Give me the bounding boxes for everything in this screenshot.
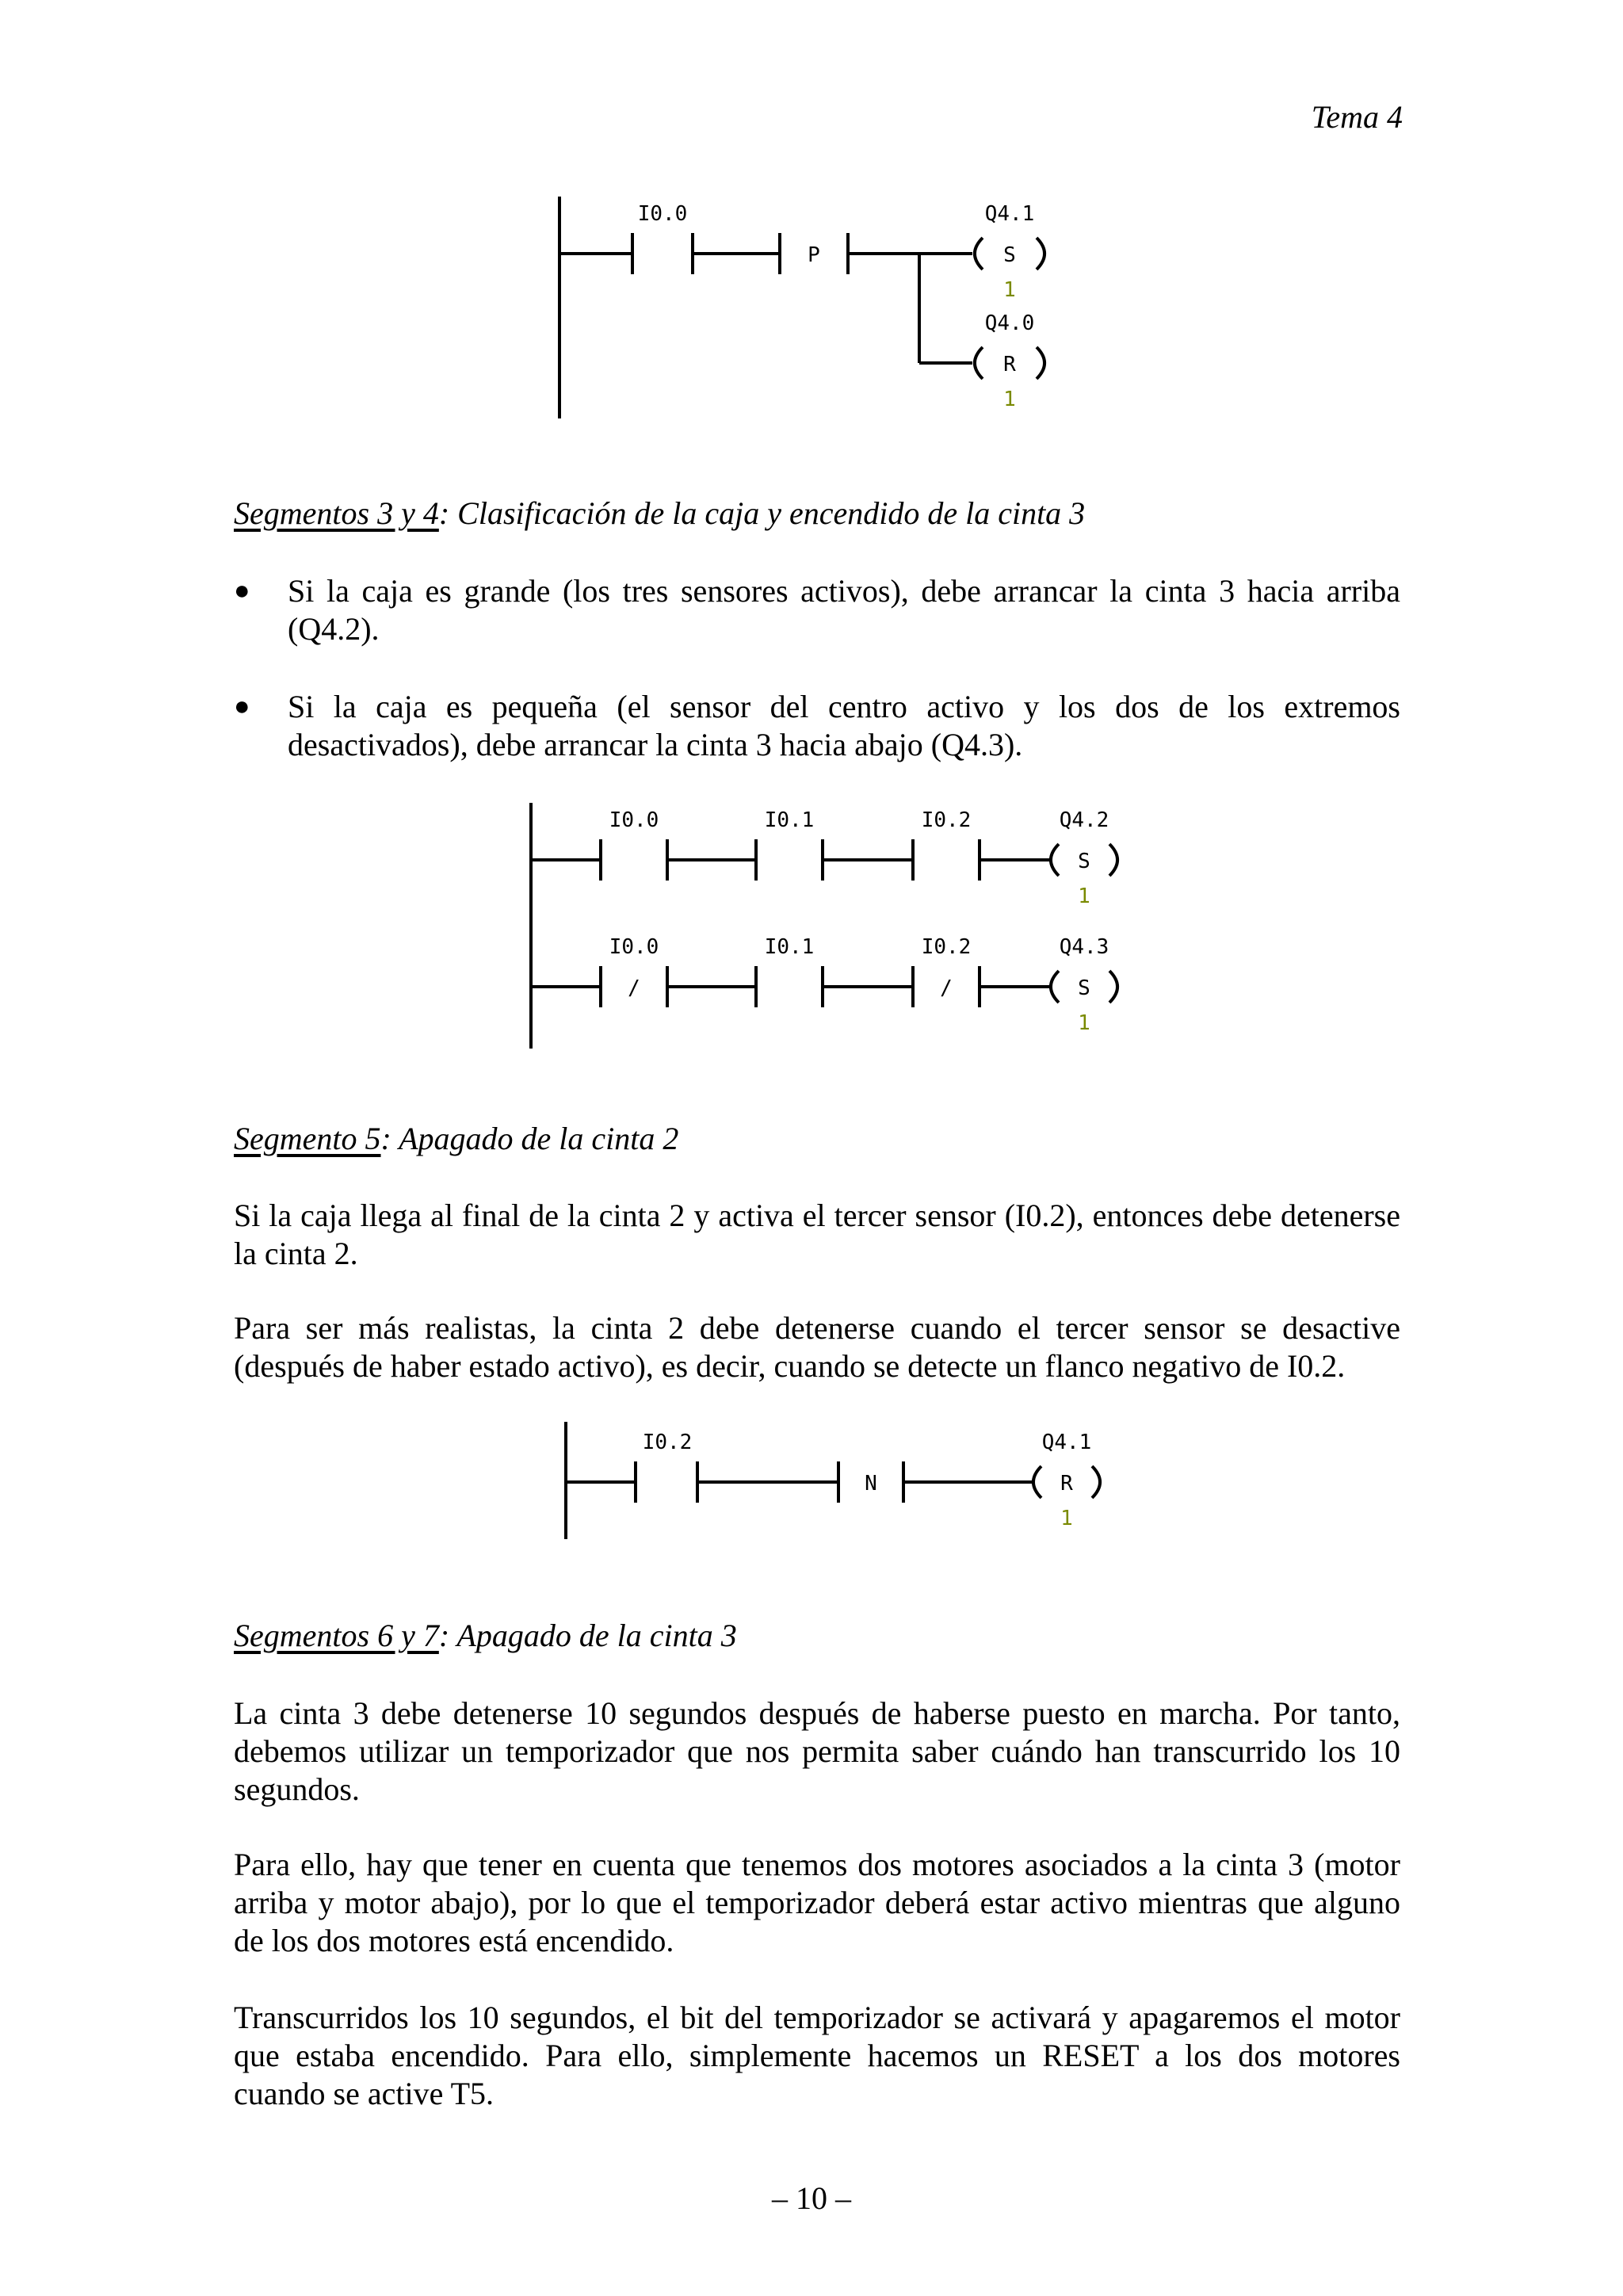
bullet-text: Si la caja es grande (los tres sensores activos), debe arrancar la cinta 3 hacia arriba (Q4.2). (288, 573, 1400, 647)
coil-value-label: 1 (1078, 884, 1090, 908)
section-heading-rest: : Clasificación de la caja y encendido de la cinta 3 (438, 495, 1086, 531)
bullet-item (234, 572, 1400, 648)
coil-type-label: R (1003, 353, 1016, 376)
contact-address-label: I0.1 (764, 935, 815, 959)
ladder-diagram-segment-5 (553, 1417, 1140, 1544)
coil-address-label: Q4.3 (1059, 935, 1109, 959)
paragraph: Transcurridos los 10 segundos, el bit del temporizador se activará y apagaremos el motor que estaba encendido. Para ello, simplemente hacemos un RESET a los dos motores cuando se active T5. (234, 2000, 1400, 2111)
contact-address-label: I0.0 (637, 202, 688, 226)
ladder-diagram-segments-3-4 (515, 797, 1149, 1058)
contact-address-label: I0.2 (642, 1431, 693, 1454)
paragraph: Para ser más realistas, la cinta 2 debe detenerse cuando el tercer sensor se desactive (después de haber estado activo), es decir, cuando se detecte un flanco negativo de I0.2. (234, 1310, 1400, 1384)
coil-address-label: Q4.1 (1041, 1431, 1092, 1454)
section-heading-underlined: Segmentos 3 y 4 (234, 495, 439, 531)
negative-edge-label: N (865, 1472, 877, 1496)
ladder-diagram-segment-2 (547, 189, 1086, 426)
contact-address-label: I0.2 (921, 935, 972, 959)
coil-type-label: R (1060, 1472, 1073, 1496)
section-heading (234, 1617, 737, 1654)
section-heading-rest: : Apagado de la cinta 3 (438, 1618, 737, 1653)
paragraph: Si la caja llega al final de la cinta 2 y activa el tercer sensor (I0.2), entonces debe detenerse la cinta 2. (234, 1198, 1400, 1271)
contact-address-label: I0.0 (609, 808, 659, 832)
coil-value-label: 1 (1078, 1011, 1090, 1035)
negated-contact-mark: / (940, 976, 953, 1000)
coil-type-label: S (1078, 850, 1090, 873)
section-heading-underlined: Segmentos 6 y 7 (234, 1618, 439, 1653)
coil-type-label: S (1003, 243, 1016, 267)
paragraph: Para ello, hay que tener en cuenta que tenemos dos motores asociados a la cinta 3 (motor arriba y motor abajo), por lo que el temporizador deberá estar activo mientras que alguno de los dos motores está encendido. (234, 1847, 1400, 1958)
page-header-topic: Tema 4 (1311, 99, 1403, 135)
contact-address-label: I0.1 (764, 808, 815, 832)
coil-address-label: Q4.2 (1059, 808, 1109, 832)
bullet-icon: ● (234, 576, 250, 606)
coil-value-label: 1 (1003, 278, 1016, 302)
section-heading (234, 495, 1085, 532)
coil-address-label: Q4.1 (984, 202, 1035, 226)
section-heading-rest: : Apagado de la cinta 2 (380, 1121, 679, 1156)
coil-address-label: Q4.0 (984, 311, 1035, 335)
coil-value-label: 1 (1003, 388, 1016, 411)
positive-edge-label: P (808, 243, 820, 267)
bullet-item (234, 688, 1400, 764)
section-heading-underlined: Segmento 5 (234, 1121, 381, 1156)
section-heading (234, 1120, 678, 1157)
page-number: – 10 – (772, 2180, 851, 2216)
contact-address-label: I0.2 (921, 808, 972, 832)
coil-value-label: 1 (1060, 1507, 1073, 1530)
bullet-icon: ● (234, 692, 250, 721)
negated-contact-mark: / (628, 976, 640, 1000)
paragraph: La cinta 3 debe detenerse 10 segundos después de haberse puesto en marcha. Por tanto, debemos utilizar un temporizador que nos permita saber cuándo han transcurrido los 10 segundos. (234, 1695, 1400, 1807)
contact-address-label: I0.0 (609, 935, 659, 959)
coil-type-label: S (1078, 976, 1090, 1000)
bullet-text: Si la caja es pequeña (el sensor del centro activo y los dos de los extremos desactivados), debe arrancar la cinta 3 hacia abajo (Q4.3). (288, 689, 1400, 762)
